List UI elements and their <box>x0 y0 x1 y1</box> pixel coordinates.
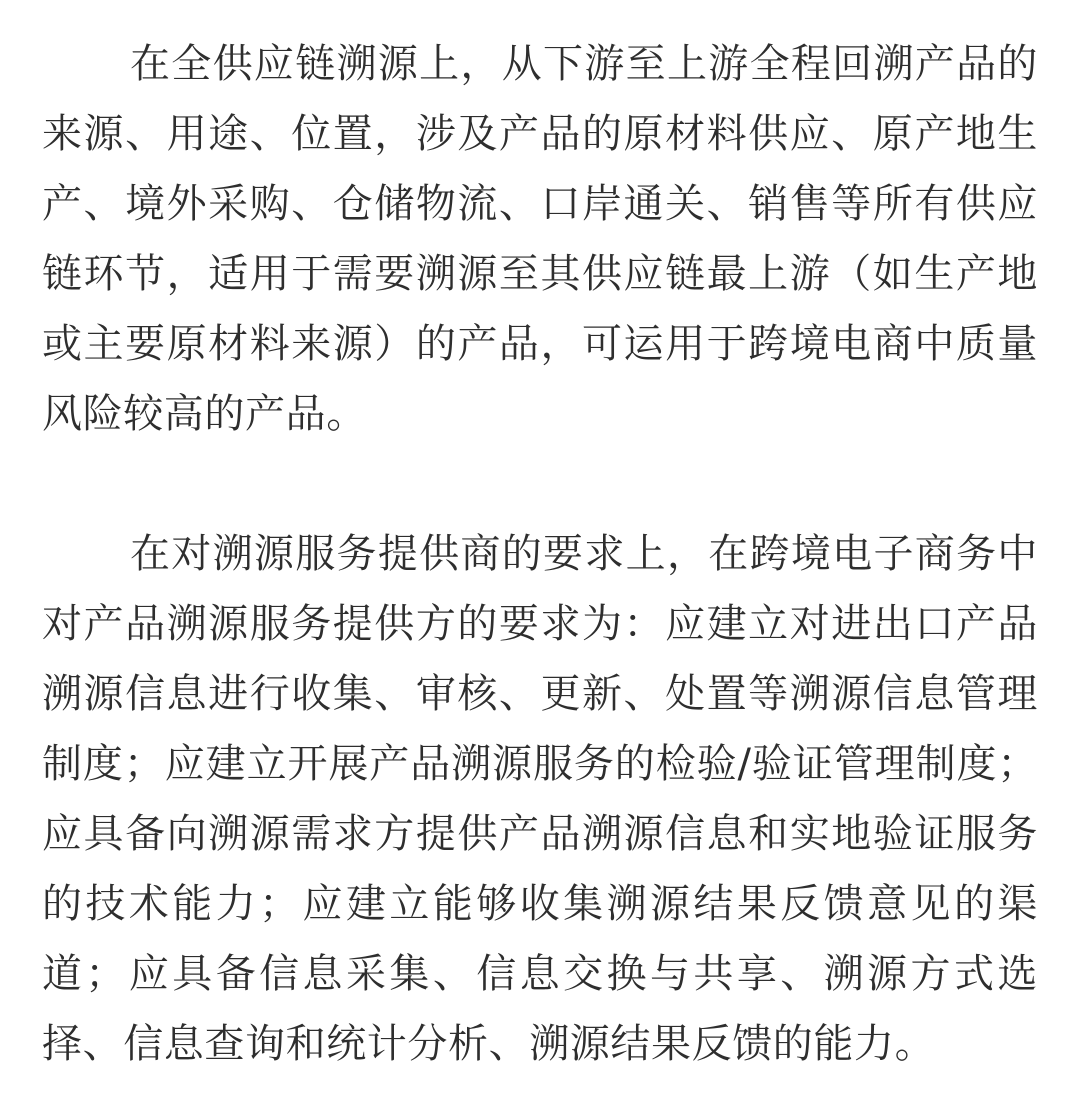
paragraph-full-chain-traceability: 在全供应链溯源上，从下游至上游全程回溯产品的来源、用途、位置，涉及产品的原材料供应、原产地生产、境外采购、仓储物流、口岸通关、销售等所有供应链环节，适用于需要溯源至其供应链最上游（如生产地或主要原材料来源）的产品，可运用于跨境电商中质量风险较高的产品。 <box>42 41 1038 437</box>
article-body <box>42 0 1038 1079</box>
paragraph-provider-requirements: 在对溯源服务提供商的要求上，在跨境电子商务中对产品溯源服务提供方的要求为：应建立对进出口产品溯源信息进行收集、审核、更新、处置等溯源信息管理制度；应建立开展产品溯源服务的检验/验证管理制度；应具备向溯源需求方提供产品溯源信息和实地验证服务的技术能力；应建立能够收集溯源结果反馈意见的渠道；应具备信息采集、信息交换与共享、溯源方式选择、信息查询和统计分析、溯源结果反馈的能力。 <box>42 531 1038 1067</box>
